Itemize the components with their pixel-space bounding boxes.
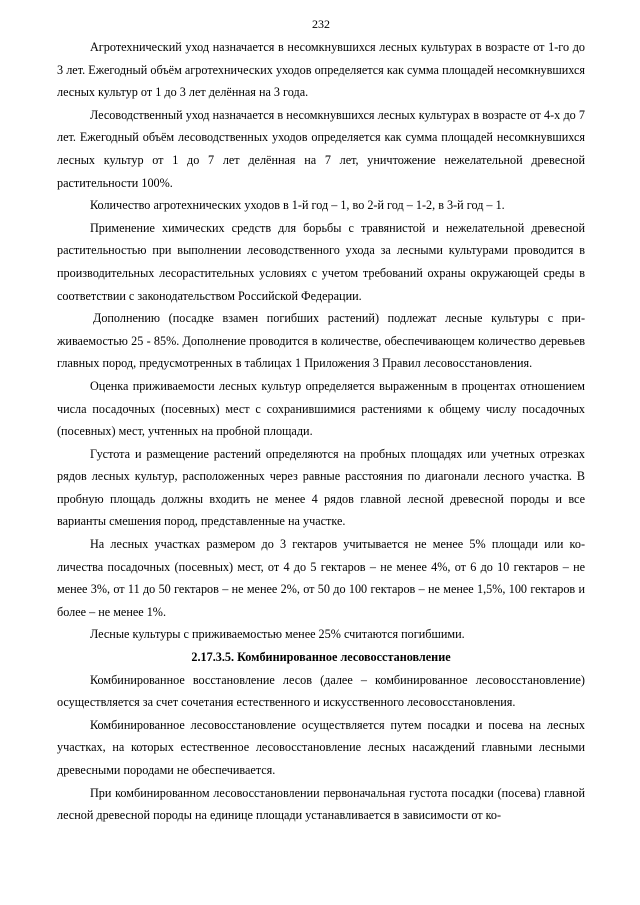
paragraph-care-count: Количество агротехнических уходов в 1-й год – 1, во 2-й год – 1-2, в 3-й год – 1. — [90, 198, 505, 213]
paragraph-combined-definition: Комбинированное восстановление лесов (далее – комбинированное лесовосстановление) осуществляется за счет сочетания естественного и искусственного лесовосстановления. — [57, 672, 585, 710]
paragraph-sample-area-size: На лесных участках размером до 3 гектаров учитывается не менее 5% площади или количества посадочных (посевных) мест, от 4 до 5 гектаров – не менее 4%, от 6 до 10 гектаров – не менее 3%, от 11 до 50 гектаров – не менее 2%, от 50 до 100 гектаров – не менее 1,5%, 100 гектаров и более – не менее 1%. — [57, 537, 585, 619]
paragraph-combined-method: Комбинированное лесовосстановление осуществляется путем посадки и посева на лесных участках, на которых естественное лесовосстановление лесных насаждений главными лесными древесными породами не обеспечивается. — [57, 717, 585, 777]
paragraph-dead-cultures: Лесные культуры с приживаемостью менее 25% считаются погибшими. — [90, 627, 465, 642]
paragraph-chemical-means: Применение химических средств для борьбы с травянистой и нежелательной древесной растительностью при выполнении лесоводственного ухода за лесными культурами проводится в производительных лесорастительных условиях с учетом требований охраны окружающей среды в соответствии с законодательством Российской Федерации. — [57, 220, 585, 303]
paragraph-silvicultural-care: Лесоводственный уход назначается в несомкнувшихся лесных культурах в возрасте от 4-х до 7 лет. Ежегодный объём лесоводственных уходов определяется как сумма площадей несомкнувшихся лесных культур от 1 до 7 лет делённая на 7 лет, уничтожение нежелательной древесной растительности 100%. — [57, 107, 585, 190]
paragraph-survival-assessment: Оценка приживаемости лесных культур определяется выраженным в процентах отношением числа посадочных (посевных) мест с сохранившимися растениями к общему числу посадочных (посевных) мест, учтенных на пробной площади. — [57, 378, 585, 439]
document-body — [57, 36, 585, 827]
paragraph-replanting: Дополнению (посадке взамен погибших растений) подлежат лесные культуры с приживаемостью 25 - 85%. Дополнение проводится в количестве, обеспечивающем количество деревьев главных пород, предусмотренных в таблицах 1 Приложения 3 Правил лесовосстановления. — [57, 311, 585, 371]
section-heading: 2.17.3.5. Комбинированное лесовосстановление — [191, 650, 451, 665]
page-number: 232 — [312, 17, 330, 31]
paragraph-density-placement: Густота и размещение растений определяются на пробных площадях или учетных отрезках рядов лесных культур, расположенных через равные расстояния по диагонали лесного участка. В пробную площадь должны входить не менее 4 рядов главной лесной древесной породы и все варианты смешения пород, представленные на участке. — [57, 446, 585, 529]
paragraph-combined-density: При комбинированном лесовосстановлении первоначальная густота посадки (посева) главной лесной древесной породы на единице площади устанавливается в зависимости от ко- — [57, 785, 585, 823]
paragraph-agrotechnical-care: Агротехнический уход назначается в несомкнувшихся лесных культурах в возрасте от 1-го до 3 лет. Ежегодный объём агротехнических уходов определяется как сумма площадей несомкнувшихся лесных культур от 1 до 3 лет делённая на 3 года. — [57, 40, 585, 100]
